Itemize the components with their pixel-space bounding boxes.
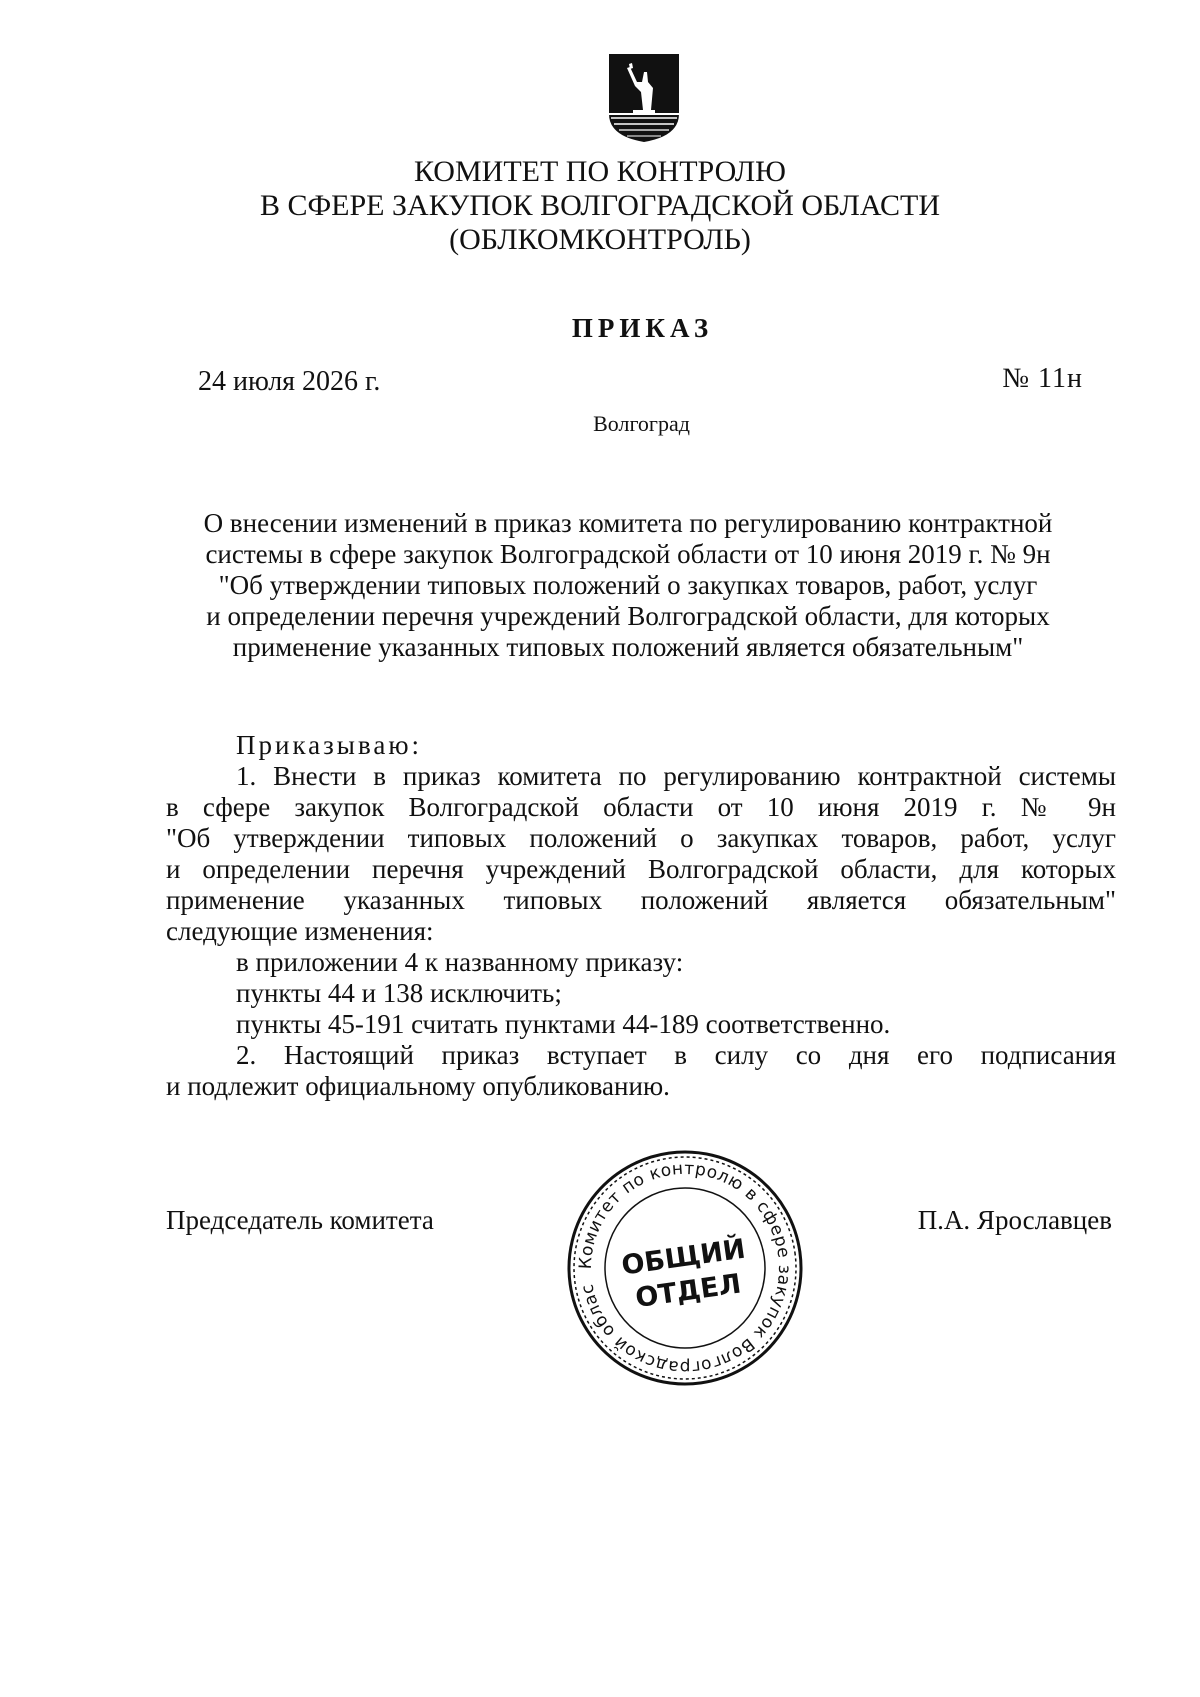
subject-line: системы в сфере закупок Волгоградской области от 10 июня 2019 г. № 9н <box>205 539 1051 569</box>
item-1-line: 1. Внести в приказ комитета по регулированию контрактной системы <box>236 761 1116 791</box>
document-number: № 11н <box>1002 363 1083 394</box>
org-line-3: (ОБЛКОМКОНТРОЛЬ) <box>449 223 751 256</box>
item-2-line: и подлежит официальному опубликованию. <box>166 1071 670 1101</box>
item-1-line: следующие изменения: <box>166 916 434 946</box>
stamp-center-line-1: ОБЩИЙ <box>619 1233 748 1282</box>
subject-line: и определении перечня учреждений Волгоградской области, для которых <box>206 601 1050 631</box>
official-stamp <box>565 1148 805 1388</box>
document-subject <box>168 508 1088 663</box>
item-1-line: в сфере закупок Волгоградской области от 10 июня 2019 г. № 9н <box>166 792 1116 822</box>
item-1-line: и определении перечня учреждений Волгоградской области, для которых <box>166 854 1116 884</box>
sub-item: в приложении 4 к названному приказу: <box>236 947 684 977</box>
sub-item: пункты 45-191 считать пунктами 44-189 соответственно. <box>236 1009 891 1039</box>
volgograd-coat-of-arms-icon <box>605 52 683 144</box>
signatory-name: П.А. Ярославцев <box>917 1205 1112 1235</box>
order-word: Приказываю: <box>236 730 422 760</box>
org-line-2: В СФЕРЕ ЗАКУПОК ВОЛГОГРАДСКОЙ ОБЛАСТИ <box>259 189 941 222</box>
item-1-line: применение указанных типовых положений является обязательным" <box>166 885 1116 915</box>
subject-line: О внесении изменений в приказ комитета по регулированию контрактной <box>203 508 1053 538</box>
stamp-center-line-2: ОТДЕЛ <box>633 1268 744 1315</box>
stamp-ring-text: Комитет по контролю в сфере закупок Волгоградской области <box>575 1158 795 1378</box>
item-2-line: 2. Настоящий приказ вступает в силу со дня его подписания <box>236 1040 1116 1070</box>
subject-line: применение указанных типовых положений является обязательным" <box>232 632 1024 662</box>
organization-name <box>0 155 1200 257</box>
sub-item: пункты 44 и 138 исключить; <box>236 978 562 1008</box>
subject-line: "Об утверждении типовых положений о закупках товаров, работ, услуг <box>218 570 1038 600</box>
item-1-line: "Об утверждении типовых положений о закупках товаров, работ, услуг <box>166 823 1116 853</box>
document-city: Волгоград <box>593 411 690 436</box>
document-date: 24 июля 2026 г. <box>198 366 381 397</box>
signatory-position: Председатель комитета <box>166 1205 434 1235</box>
document-type: ПРИКАЗ <box>571 313 714 343</box>
org-line-1: КОМИТЕТ ПО КОНТРОЛЮ <box>414 155 786 188</box>
document-body <box>166 730 1116 1102</box>
